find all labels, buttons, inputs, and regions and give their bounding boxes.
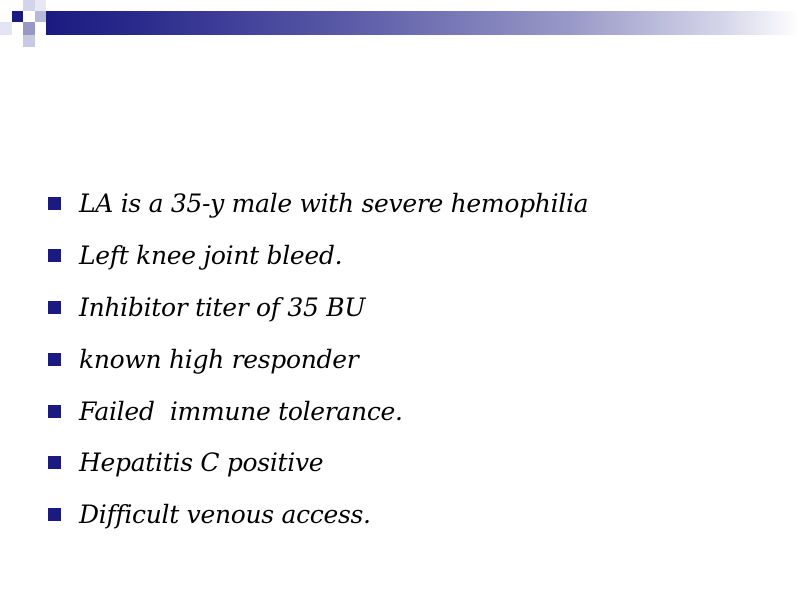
bullet-text: Difficult venous access. <box>79 500 371 530</box>
bullet-text: Left knee joint bleed. <box>79 241 343 271</box>
bullet-item <box>48 333 768 385</box>
bullet-item <box>48 230 768 282</box>
square-bullet-icon <box>48 249 61 262</box>
header-square <box>0 22 12 35</box>
header-square <box>23 22 35 35</box>
bullet-text: LA is a 35-y male with severe hemophilia <box>79 189 589 219</box>
header-square <box>35 0 46 11</box>
bullet-item <box>48 178 768 230</box>
bullet-text: known high responder <box>79 344 359 374</box>
square-bullet-icon <box>48 197 61 210</box>
square-bullet-icon <box>48 508 61 521</box>
square-bullet-icon <box>48 456 61 469</box>
bullet-text: Failed immune tolerance. <box>79 396 403 426</box>
square-bullet-icon <box>48 405 61 418</box>
bullet-text: Hepatitis C positive <box>79 448 324 478</box>
bullet-list <box>48 178 768 541</box>
bullet-item <box>48 489 768 541</box>
header-gradient-bar <box>46 11 800 35</box>
square-bullet-icon <box>48 301 61 314</box>
square-bullet-icon <box>48 353 61 366</box>
header-square <box>23 0 35 11</box>
slide-header-decoration <box>0 0 800 48</box>
header-square <box>23 35 35 47</box>
bullet-item <box>48 385 768 437</box>
bullet-item <box>48 282 768 334</box>
header-square <box>12 11 23 22</box>
header-square <box>35 11 46 22</box>
bullet-item <box>48 437 768 489</box>
bullet-text: Inhibitor titer of 35 BU <box>79 292 366 322</box>
